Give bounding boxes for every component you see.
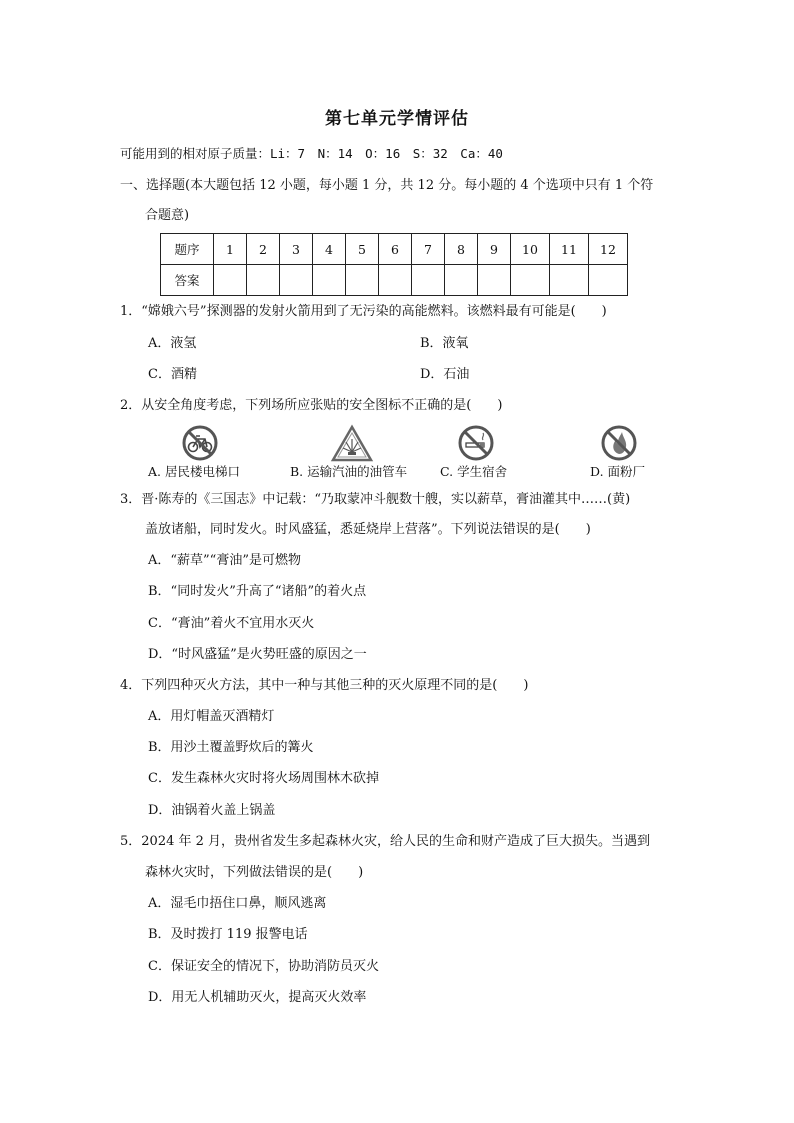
answer-cell[interactable] — [478, 265, 511, 296]
answer-table-number-row — [161, 234, 628, 265]
answer-cell[interactable] — [511, 265, 550, 296]
q2-option-a: A. 居民楼电梯口 — [148, 464, 240, 479]
q3-option-a: A．“薪草”“膏油”是可燃物 — [148, 553, 301, 568]
col-number: 4 — [313, 234, 346, 265]
col-number: 11 — [550, 234, 589, 265]
answer-cell[interactable] — [280, 265, 313, 296]
answer-cell[interactable] — [247, 265, 280, 296]
q5-option-a: A．湿毛巾捂住口鼻，顺风逃离 — [148, 896, 327, 911]
question-5-stem: 5．2024 年 2 月，贵州省发生多起森林火灾，给人民的生命和财产造成了巨大损失。当遇到 — [120, 834, 651, 849]
q1-option-c: C．酒精 — [148, 367, 197, 382]
question-5-stem-cont: 森林火灾时，下列做法错误的是( ) — [145, 865, 364, 880]
section-heading: 一、选择题(本大题包括 12 小题，每小题 1 分，共 12 分。每小题的 4 个选项中只有 1 个符 — [120, 178, 654, 193]
q3-option-b: B．“同时发火”升高了“诸船”的着火点 — [148, 584, 367, 599]
col-number: 8 — [445, 234, 478, 265]
answer-cell[interactable] — [412, 265, 445, 296]
col-number: 9 — [478, 234, 511, 265]
question-2-stem: 2．从安全角度考虑，下列场所应张贴的安全图标不正确的是( ) — [120, 398, 503, 413]
q1-option-a: A．液氢 — [148, 336, 197, 351]
q1-option-b: B．液氧 — [420, 336, 469, 351]
col-number: 5 — [346, 234, 379, 265]
answer-cell[interactable] — [346, 265, 379, 296]
answer-cell[interactable] — [379, 265, 412, 296]
q4-option-d: D．油锅着火盖上锅盖 — [148, 803, 276, 818]
answer-table — [160, 233, 628, 296]
q5-option-c: C．保证安全的情况下，协助消防员灭火 — [148, 959, 379, 974]
col-number: 12 — [589, 234, 628, 265]
atomic-masses-line: 可能用到的相对原子质量：Li：7 N：14 O：16 S：32 Ca：40 — [120, 146, 503, 161]
answer-cell[interactable] — [313, 265, 346, 296]
col-number: 6 — [379, 234, 412, 265]
explosive-warning-icon — [330, 424, 374, 464]
q3-option-d: D．“时风盛猛”是火势旺盛的原因之一 — [148, 647, 367, 662]
no-smoking-icon — [457, 424, 497, 464]
answer-cell[interactable] — [445, 265, 478, 296]
q3-option-c: C．“膏油”着火不宜用水灭火 — [148, 616, 315, 631]
section-heading-cont: 合题意) — [145, 208, 190, 223]
col-number: 3 — [280, 234, 313, 265]
answer-cell[interactable] — [550, 265, 589, 296]
q2-icon-row — [0, 424, 794, 484]
col-number: 1 — [214, 234, 247, 265]
q2-option-b: B. 运输汽油的油管车 — [290, 464, 408, 479]
q4-option-c: C．发生森林火灾时将火场周围林木砍掉 — [148, 771, 379, 786]
row-label-answer: 答案 — [161, 265, 214, 296]
col-number: 10 — [511, 234, 550, 265]
q5-option-b: B．及时拨打 119 报警电话 — [148, 927, 308, 942]
col-number: 2 — [247, 234, 280, 265]
answer-table-answer-row — [161, 265, 628, 296]
answer-cell[interactable] — [214, 265, 247, 296]
q2-option-d: D. 面粉厂 — [590, 464, 646, 479]
question-1-stem: 1．“嫦娥六号”探测器的发射火箭用到了无污染的高能燃料。该燃料最有可能是( ) — [120, 304, 607, 319]
no-fire-icon — [600, 424, 640, 464]
q2-option-c: C. 学生宿舍 — [440, 464, 508, 479]
col-number: 7 — [412, 234, 445, 265]
row-label-number: 题序 — [161, 234, 214, 265]
q1-option-d: D．石油 — [420, 367, 470, 382]
q4-option-b: B．用沙土覆盖野炊后的篝火 — [148, 740, 314, 755]
page-title: 第七单元学情评估 — [325, 109, 469, 129]
question-3-stem-cont: 盖放诸船，同时发火。时风盛猛，悉延烧岸上营落”。下列说法错误的是( ) — [145, 522, 591, 537]
question-4-stem: 4．下列四种灭火方法，其中一种与其他三种的灭火原理不同的是( ) — [120, 678, 529, 693]
q4-option-a: A．用灯帽盖灭酒精灯 — [148, 709, 275, 724]
no-bicycle-icon — [181, 424, 221, 464]
question-3-stem: 3．晋·陈寿的《三国志》中记载：“乃取蒙冲斗舰数十艘，实以薪草，膏油灌其中……(黄) — [120, 492, 631, 507]
answer-cell[interactable] — [589, 265, 628, 296]
q5-option-d: D．用无人机辅助灭火，提高灭火效率 — [148, 990, 367, 1005]
